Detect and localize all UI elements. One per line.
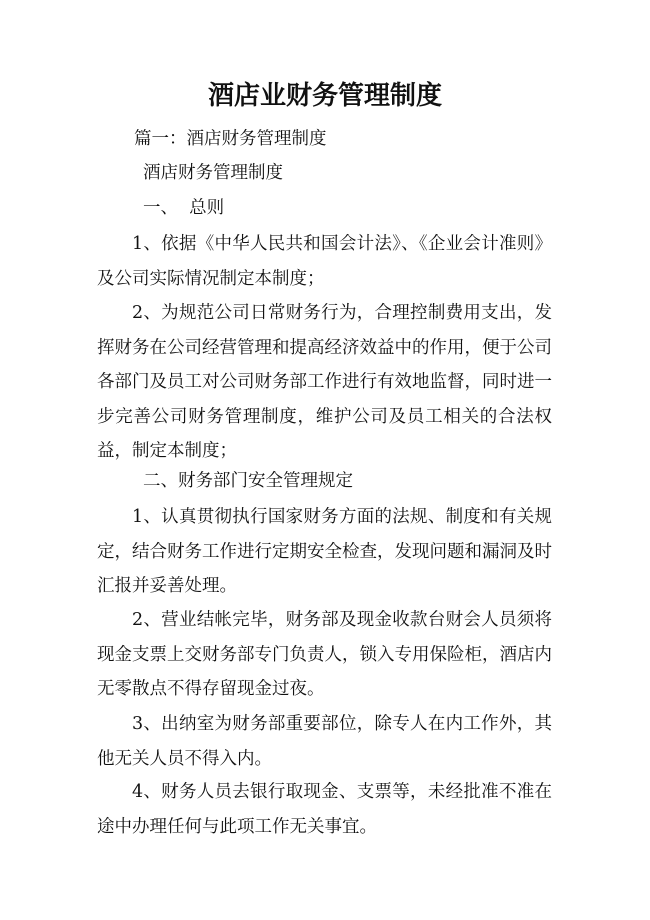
paragraph: 3、出纳室为财务部重要部位，除专人在内工作外，其他无关人员不得入内。 <box>97 714 552 769</box>
paragraph: 2、为规范公司日常财务行为，合理控制费用支出，发挥财务在公司经营管理和提高经济效益中的作用，便于公司各部门及员工对公司财务部工作进行有效地监督，同时进一步完善公司财务管理制度，维护公司及员工相关的合法权益，制定本制度； <box>97 303 552 461</box>
paragraph: 1、依据《中华人民共和国会计法》、《企业会计准则》及公司实际情况制定本制度； <box>97 234 552 289</box>
document-title: 酒店业财务管理制度 <box>207 81 442 111</box>
document-name: 酒店财务管理制度 <box>143 163 283 183</box>
section-heading-general: 一、 总则 <box>143 198 225 218</box>
paragraph: 1、认真贯彻执行国家财务方面的法规、制度和有关规定，结合财务工作进行定期安全检查，发现问题和漏洞及时汇报并妥善处理。 <box>97 507 552 596</box>
document-subtitle: 篇一：酒店财务管理制度 <box>134 129 327 149</box>
paragraph: 4、财务人员去银行取现金、支票等，未经批准不准在途中办理任何与此项工作无关事宜。 <box>97 782 552 837</box>
paragraph: 2、营业结帐完毕，财务部及现金收款台财会人员须将现金支票上交财务部专门负责人，锁入专用保险柜，酒店内无零散点不得存留现金过夜。 <box>97 610 552 699</box>
section-heading-security: 二、财务部门安全管理规定 <box>143 471 353 491</box>
